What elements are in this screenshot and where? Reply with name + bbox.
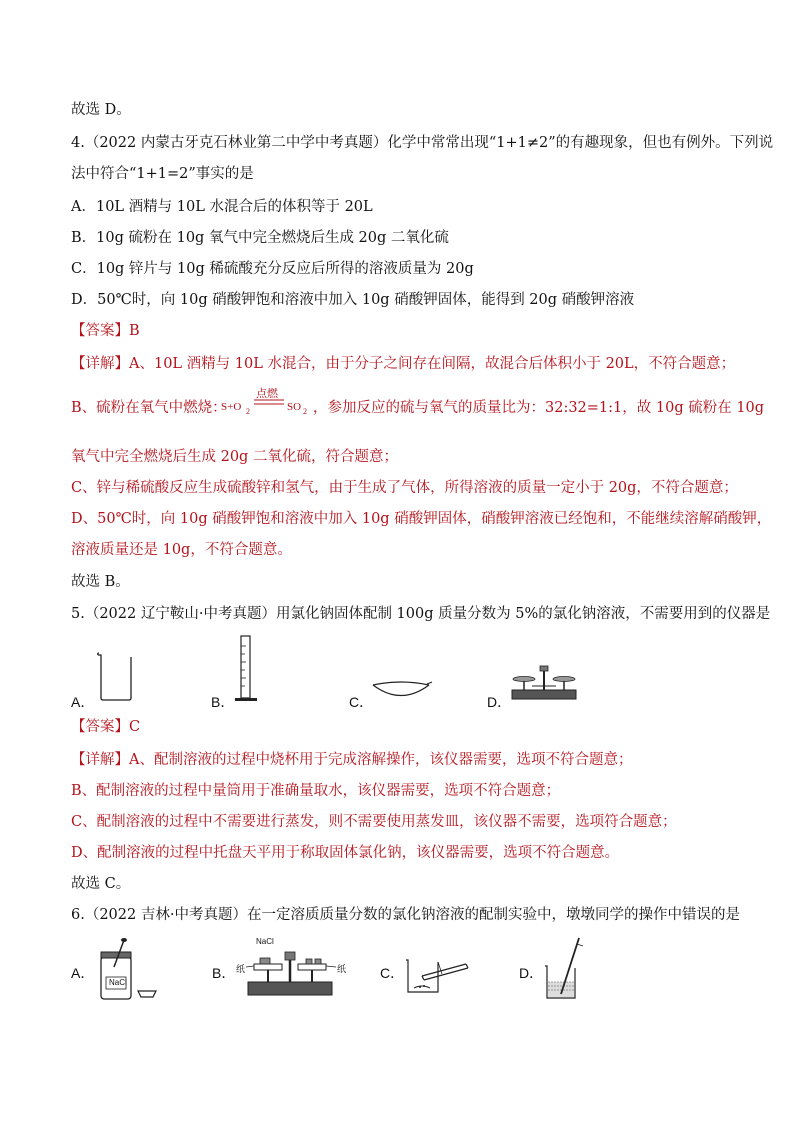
balance-top-label: NaCl	[256, 937, 274, 946]
q5-detail-b: B、配制溶液的过程中量筒用于准确量取水，该仪器需要，选项不符合题意；	[71, 783, 561, 799]
q4-detail-d: D、50℃时，向 10g 硝酸钾饱和溶液中加入 10g 硝酸钾固体，硝酸钾溶液已经饱和，不能继续溶解硝酸钾，	[71, 511, 772, 527]
q4-detail-b-suffix: ，参加反应的硫与氧气的质量比为：32:32=1:1，故 10g 硫粉在 10g	[313, 400, 765, 416]
q5-option-a-label: A．	[71, 694, 95, 710]
equation-condition: 点燃	[256, 388, 278, 400]
q5-conclusion: 故选 C。	[71, 876, 131, 892]
equation-reactants: S+O	[221, 401, 242, 413]
q4-option-a: A．10L 酒精与 10L 水混合后的体积等于 20L	[71, 199, 373, 215]
equation-reactant-subscript: 2	[246, 407, 250, 416]
q4-detail-b-cont: 氧气中完全燃烧后生成 20g 二氧化硫，符合题意；	[71, 449, 398, 465]
equation-product: SO	[287, 401, 302, 413]
q6-stem: 6.（2022 吉林·中考真题）在一定溶质质量分数的氯化钠溶液的配制实验中，墩墩同学的操作中错误的是	[71, 907, 740, 923]
q5-detail-a: 【详解】A、配制溶液的过程中烧杯用于完成溶解操作，该仪器需要，选项不符合题意；	[71, 752, 633, 768]
q6-option-d-label: D．	[519, 965, 544, 981]
graduated-cylinder-icon	[234, 634, 264, 704]
paper-label-right: 纸	[337, 964, 347, 974]
q4-conclusion: 故选 B。	[71, 574, 130, 590]
q4-answer: 【答案】B	[71, 323, 140, 339]
q5-stem: 5.（2022 辽宁鞍山·中考真题）用氯化钠固体配制 100g 质量分数为 5%的氯化钠溶液，不需要用到的仪器是	[71, 606, 771, 622]
q6-option-a-label: A．	[71, 965, 95, 981]
pouring-into-beaker-icon	[402, 952, 474, 998]
beaker-icon	[96, 652, 136, 702]
q4-detail-a: 【详解】A、10L 酒精与 10L 水混合，由于分子之间存在间隔，故混合后体积小于 20L，不符合题意；	[71, 356, 736, 372]
balance-icon	[510, 662, 580, 702]
q3-conclusion: 故选 D。	[71, 102, 131, 118]
q5-option-c-label: C．	[349, 694, 374, 710]
q4-detail-b-prefix: B、硫粉在氧气中燃烧：	[71, 400, 227, 416]
q4-detail-c: C、锌与稀硫酸反应生成硫酸锌和氢气，由于生成了气体，所得溶液的质量一定小于 20g，不符合题意；	[71, 480, 738, 496]
paper-label-left: 纸	[236, 964, 246, 974]
reagent-bottle-spoon-icon	[98, 937, 162, 1003]
q4-option-b: B．10g 硫粉在 10g 氧气中完全燃烧后生成 20g 二氧化硫	[71, 230, 449, 246]
bottle-label: NaCl	[109, 978, 127, 987]
q4-stem-line2: 法中符合“1+1=2”事实的是	[71, 166, 254, 182]
equation-product-subscript: 2	[303, 407, 307, 416]
q4-detail-d-cont: 溶液质量还是 10g，不符合题意。	[71, 542, 292, 558]
q5-answer: 【答案】C	[71, 719, 141, 735]
q5-detail-d: D、配制溶液的过程中托盘天平用于称取固体氯化钠，该仪器需要，选项不符合题意。	[71, 845, 620, 861]
evaporating-dish-icon	[371, 680, 433, 702]
q6-option-b-label: B．	[212, 965, 236, 981]
equation-equals-sign	[254, 398, 284, 406]
stirring-beaker-icon	[541, 936, 591, 1000]
q4-option-d: D．50℃时，向 10g 硝酸钾饱和溶液中加入 10g 硝酸钾固体，能得到 20g 硝酸钾溶液	[71, 292, 635, 308]
balance-weighing-icon	[240, 940, 340, 998]
q4-stem-line1: 4.（2022 内蒙古牙克石林业第二中学中考真题）化学中常常出现“1+1≠2”的有趣现象，但也有例外。下列说	[71, 135, 774, 151]
q5-option-d-label: D．	[487, 694, 512, 710]
q5-option-b-label: B．	[211, 694, 235, 710]
q5-detail-c: C、配制溶液的过程中不需要进行蒸发，则不需要使用蒸发皿，该仪器不需要，选项符合题意；	[71, 814, 677, 830]
q4-option-c: C．10g 锌片与 10g 稀硫酸充分反应后所得的溶液质量为 20g	[71, 261, 474, 277]
q6-option-c-label: C．	[380, 965, 405, 981]
